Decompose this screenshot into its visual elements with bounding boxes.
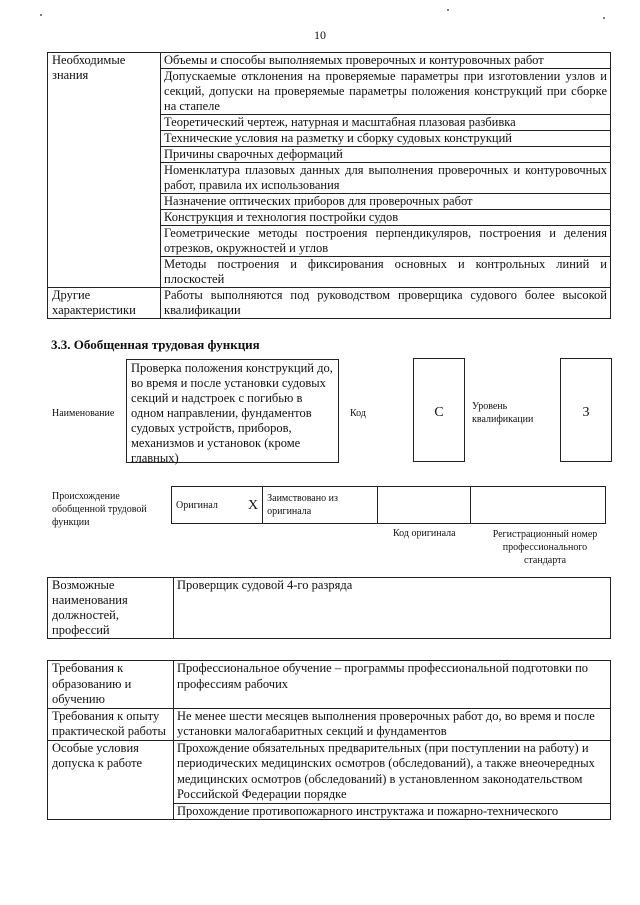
knowledge-item: Назначение оптических приборов для проверочных работ: [161, 194, 611, 210]
original-code-cell: [378, 487, 471, 524]
code-label: Код: [350, 408, 366, 419]
special-conditions-label: Особые условия допуска к работе: [48, 740, 174, 820]
knowledge-item: Теоретический чертеж, натурная и масштабная плазовая разбивка: [161, 115, 611, 131]
other-characteristics-value: Работы выполняются под руководством проверщика судового более высокой квалификации: [161, 288, 611, 319]
code-box: C: [413, 358, 465, 462]
origin-table: [171, 486, 606, 524]
positions-value: Проверщик судовой 4-го разряда: [174, 578, 611, 639]
knowledge-item: Конструкция и технология постройки судов: [161, 210, 611, 226]
knowledge-item: Причины сварочных деформаций: [161, 147, 611, 163]
scan-speck: [40, 14, 42, 16]
section-heading: 3.3. Обобщенная трудовая функция: [51, 337, 260, 352]
knowledge-item: Геометрические методы построения перпендикуляров, построения и деления отрезков, окружностей и углов: [161, 226, 611, 257]
knowledge-item: Объемы и способы выполняемых проверочных и контуровочных работ: [161, 53, 611, 69]
original-mark: X: [244, 487, 263, 524]
experience-label: Требования к опыту практической работы: [48, 708, 174, 740]
knowledge-item: Методы построения и фиксирования основных и контрольных линий и плоскостей: [161, 257, 611, 288]
scan-speck: [603, 17, 605, 19]
scan-speck: [447, 9, 449, 11]
knowledge-item: Допускаемые отклонения на проверяемые параметры при изготовлении узлов и секций, допуски на проверяемые параметры положения конструкций при сборке на стапеле: [161, 69, 611, 115]
origin-label: Происхождение обобщенной трудовой функции: [52, 491, 147, 528]
original-cell: Оригинал: [172, 487, 245, 524]
qualification-level-label: Уровень квалификации: [472, 401, 534, 425]
original-code-caption: Код оригинала: [393, 528, 456, 539]
positions-label: Возможные наименования должностей, профессий: [48, 578, 174, 639]
special-conditions-item: Прохождение противопожарного инструктажа и пожарно-технического: [174, 803, 611, 820]
education-label: Требования к образованию и обучению: [48, 661, 174, 709]
knowledge-item: Технические условия на разметку и сборку судовых конструкций: [161, 131, 611, 147]
registration-number-cell: [471, 487, 606, 524]
name-label: Наименование: [52, 408, 115, 419]
experience-value: Не менее шести месяцев выполнения проверочных работ до, во время и после установки малогабаритных секций и фундаментов: [174, 708, 611, 740]
knowledge-item: Номенклатура плазовых данных для выполнения проверочных и контуровочных работ, правила их использования: [161, 163, 611, 194]
knowledge-label: Необходимые знания: [48, 53, 161, 288]
function-name-box: Проверка положения конструкций до, во время и после установки судовых секций и надстроек с погибью в одном направлении, фундаментов судовых устройств, приборов, механизмов и установок (кроме главных): [126, 359, 339, 463]
borrowed-cell: Заимствовано из оригинала: [263, 487, 378, 524]
other-characteristics-label: Другие характеристики: [48, 288, 161, 319]
education-value: Профессиональное обучение – программы профессиональной подготовки по профессиям рабочих: [174, 661, 611, 709]
requirements-table: [47, 660, 611, 820]
registration-number-caption: Регистрационный номер профессионального стандарта: [492, 529, 598, 566]
qualification-level-box: 3: [560, 358, 612, 462]
positions-table: [47, 577, 611, 639]
special-conditions-item: Прохождение обязательных предварительных (при поступлении на работу) и периодических медицинских осмотров (обследований), а также внеочередных медицинских осмотров (обследований) в установленном законодательством Российской Федерации порядке: [174, 740, 611, 803]
knowledge-table: [47, 52, 611, 319]
page-number: 10: [314, 28, 326, 42]
